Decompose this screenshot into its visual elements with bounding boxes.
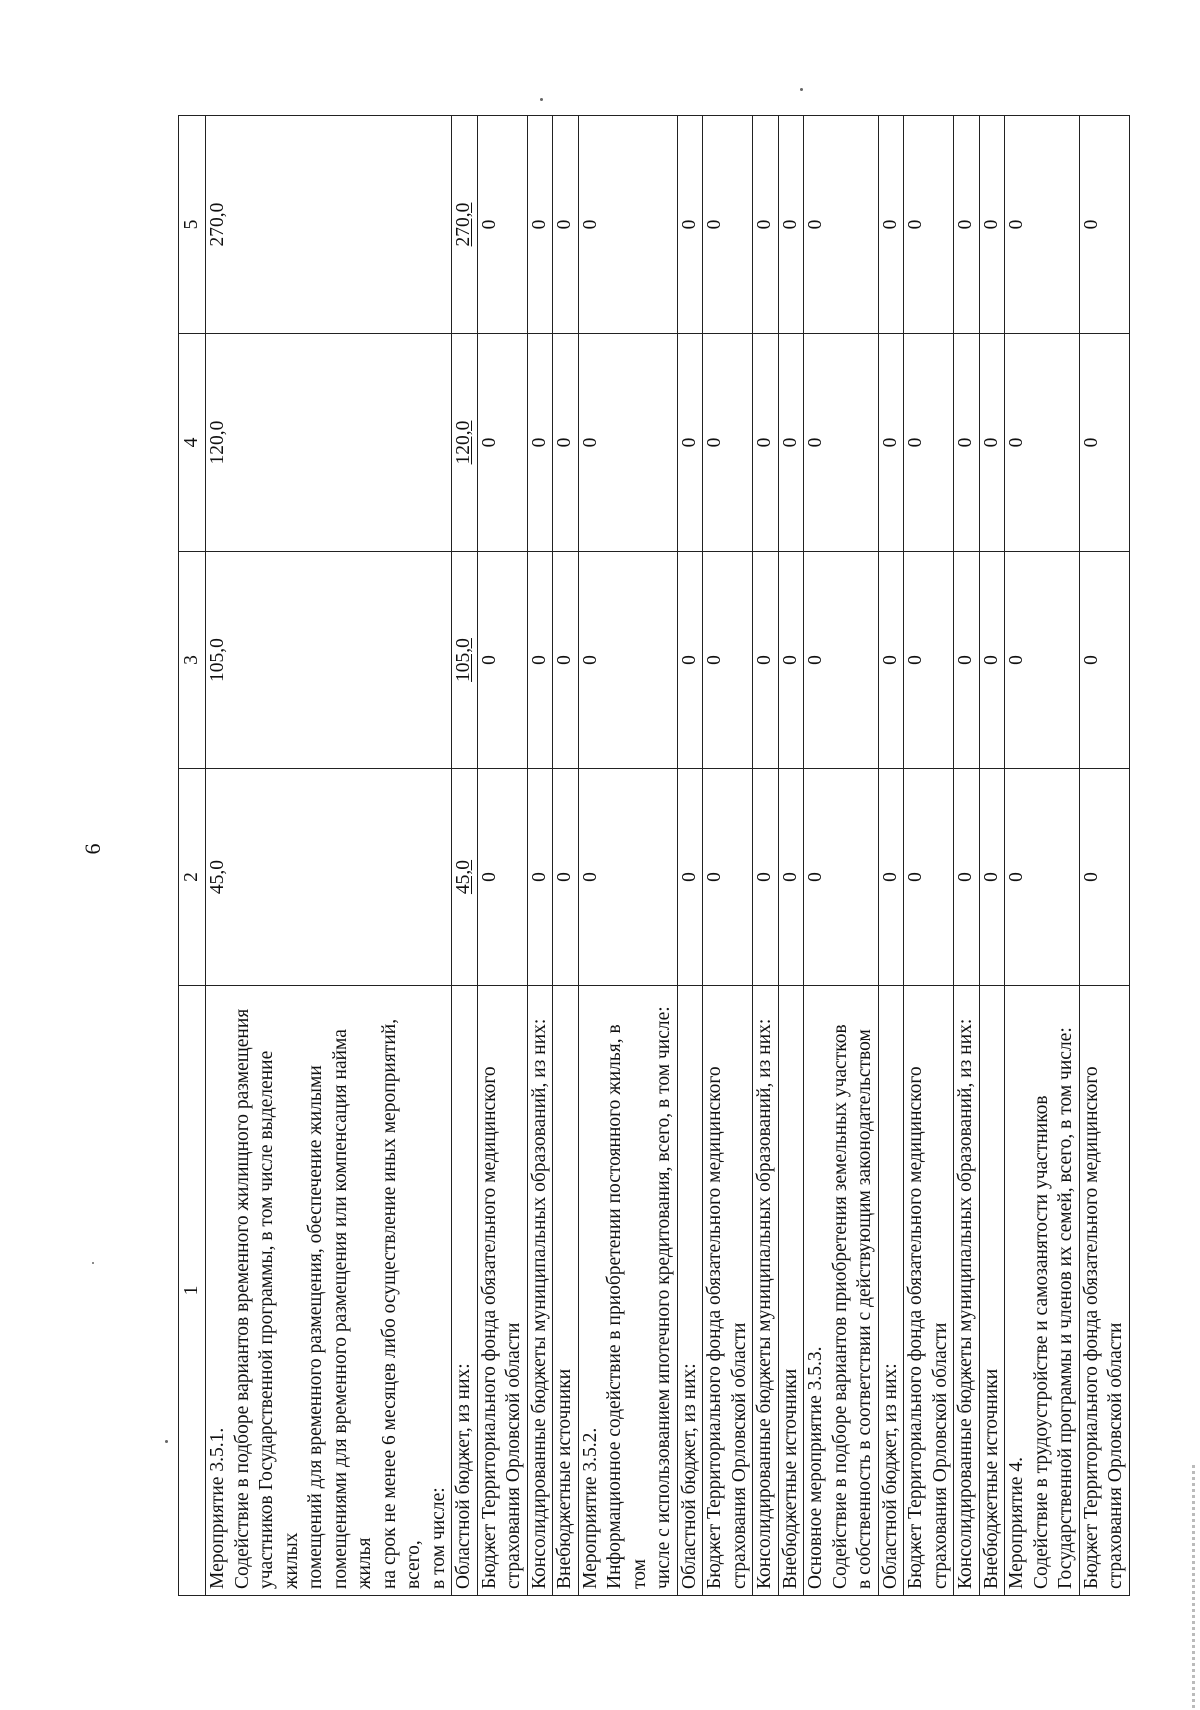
value-cell — [1079, 769, 1129, 986]
value-text: 0 — [879, 219, 901, 230]
row-label-line: Государственной программы и членов их семей, всего, в том числе: — [1055, 1027, 1076, 1589]
value-text: 0 — [678, 437, 700, 448]
value-cell — [578, 116, 677, 334]
value-cell — [578, 334, 677, 552]
table-row — [677, 116, 703, 1596]
value-text: 0 — [905, 219, 926, 230]
row-label-line: помещениями для временного размещения или компенсация найма жилья — [329, 1029, 375, 1589]
row-label — [477, 986, 527, 1596]
row-label-line: Консолидированные бюджеты муниципальных образований, из них: — [955, 1018, 976, 1589]
value-cell — [954, 769, 980, 986]
column-header: 5 — [179, 116, 206, 334]
row-label-line: на срок не менее 6 месяцев либо осуществление иных мероприятий, всего, — [378, 1018, 424, 1589]
value-cell — [804, 334, 879, 552]
value-cell — [904, 769, 954, 986]
scan-edge — [1192, 1465, 1195, 1710]
table-row — [578, 116, 677, 1596]
value-text: 0 — [554, 655, 575, 665]
column-header: 4 — [179, 334, 206, 552]
row-label-line: Мероприятие 3.5.2. — [579, 1427, 601, 1589]
row-label — [578, 986, 677, 1596]
value-text: 0 — [528, 219, 550, 230]
value-text: 0 — [554, 437, 575, 448]
value-text: 120,0 — [207, 420, 228, 465]
value-cell — [904, 334, 954, 552]
row-label-line: помещений для временного размещения, обеспечение жилыми — [305, 1065, 326, 1589]
value-cell — [979, 552, 1005, 769]
value-cell — [753, 552, 779, 769]
row-label-line: Мероприятие 3.5.1. — [207, 1427, 228, 1589]
value-cell — [206, 552, 452, 769]
scan-speck — [165, 1440, 168, 1443]
row-label-line: Информационное содействие в приобретении постоянного жилья, в том — [604, 1024, 650, 1589]
table-row — [477, 116, 527, 1596]
value-cell — [878, 552, 904, 769]
row-label-line: страхования Орловской области — [728, 1322, 750, 1589]
value-text: 0 — [554, 219, 575, 230]
value-cell — [1079, 552, 1129, 769]
value-cell — [904, 116, 954, 334]
value-cell — [206, 769, 452, 986]
funding-table — [178, 115, 1130, 1596]
value-text: 105,0 — [453, 638, 474, 682]
row-label-line: Внебюджетные источники — [554, 1368, 575, 1589]
value-text: 0 — [579, 219, 601, 230]
value-text: 0 — [754, 872, 775, 882]
value-text: 0 — [754, 437, 775, 448]
value-text: 0 — [528, 655, 550, 665]
row-label-line: Консолидированные бюджеты муниципальных образований, из них: — [528, 1018, 550, 1589]
value-text: 0 — [980, 219, 1002, 230]
value-cell — [477, 116, 527, 334]
value-cell — [527, 116, 553, 334]
value-cell — [206, 334, 452, 552]
value-cell — [703, 769, 753, 986]
value-text: 0 — [478, 219, 500, 230]
value-text: 120,0 — [453, 420, 474, 465]
value-text: 0 — [879, 655, 901, 665]
value-text: 0 — [528, 872, 550, 882]
value-text: 0 — [554, 872, 575, 882]
value-text: 0 — [805, 437, 826, 448]
scan-speck — [800, 88, 803, 91]
row-label-line: в собственность в соответствии с действующим законодательством — [854, 1029, 875, 1589]
row-label-line: Бюджет Территориального фонда обязательного медицинского — [905, 1066, 926, 1589]
value-text: 0 — [678, 872, 700, 882]
value-cell — [954, 552, 980, 769]
value-text: 0 — [905, 655, 926, 665]
value-text: 0 — [704, 872, 725, 882]
value-text: 270,0 — [453, 202, 474, 247]
column-header: 3 — [179, 552, 206, 769]
value-text: 0 — [579, 437, 601, 448]
value-text: 0 — [955, 655, 976, 665]
table-row — [954, 116, 980, 1596]
table-body — [206, 116, 1130, 1596]
row-label — [452, 986, 478, 1596]
value-cell — [979, 116, 1005, 334]
value-text: 0 — [980, 655, 1002, 665]
value-cell — [1079, 116, 1129, 334]
value-cell — [778, 116, 804, 334]
row-label — [703, 986, 753, 1596]
value-text: 0 — [955, 437, 976, 448]
value-text: 105,0 — [207, 638, 228, 682]
value-cell — [778, 334, 804, 552]
value-cell — [804, 769, 879, 986]
value-text: 0 — [704, 655, 725, 665]
value-text: 0 — [905, 872, 926, 882]
row-label — [527, 986, 553, 1596]
value-text: 0 — [478, 872, 500, 882]
value-text: 0 — [478, 655, 500, 665]
row-label — [878, 986, 904, 1596]
row-label-line: Содействие в подборе вариантов временного жилищного размещения — [231, 1008, 253, 1589]
value-cell — [553, 552, 579, 769]
table-row — [753, 116, 779, 1596]
value-text: 0 — [579, 655, 601, 665]
value-text: 0 — [754, 219, 775, 230]
value-text: 0 — [879, 872, 901, 882]
value-text: 0 — [980, 437, 1002, 448]
row-label-line: Содействие в трудоустройстве и самозанятости участников — [1030, 1095, 1052, 1589]
value-cell — [878, 769, 904, 986]
row-label-line: Мероприятие 4. — [1006, 1457, 1027, 1589]
column-header: 2 — [179, 769, 206, 986]
table-row — [878, 116, 904, 1596]
value-text: 0 — [905, 437, 926, 448]
value-text: 0 — [704, 437, 725, 448]
value-cell — [553, 769, 579, 986]
row-label-line: Содействие в подборе вариантов приобретения земельных участков — [829, 1024, 851, 1589]
value-cell — [553, 334, 579, 552]
value-text: 0 — [1080, 872, 1102, 882]
value-text: 0 — [1006, 437, 1027, 448]
value-text: 0 — [1080, 219, 1102, 230]
value-cell — [477, 769, 527, 986]
value-text: 0 — [805, 872, 826, 882]
value-cell — [804, 116, 879, 334]
value-text: 0 — [779, 219, 801, 230]
row-label-line: Внебюджетные источники — [779, 1368, 801, 1589]
value-cell — [703, 552, 753, 769]
value-cell — [1005, 334, 1080, 552]
value-cell — [979, 334, 1005, 552]
rotated-document — [178, 116, 1138, 1596]
row-label — [804, 986, 879, 1596]
row-label — [979, 986, 1005, 1596]
value-text: 0 — [779, 872, 801, 882]
value-cell — [753, 116, 779, 334]
value-text: 0 — [779, 437, 801, 448]
value-cell — [979, 769, 1005, 986]
column-header: 1 — [179, 986, 206, 1596]
value-cell — [452, 769, 478, 986]
value-text: 0 — [678, 655, 700, 665]
value-cell — [804, 552, 879, 769]
table-row — [206, 116, 452, 1596]
value-cell — [477, 334, 527, 552]
row-label-line: Внебюджетные источники — [980, 1368, 1002, 1589]
value-text: 45,0 — [453, 859, 474, 895]
value-cell — [1005, 116, 1080, 334]
value-cell — [878, 334, 904, 552]
row-label — [1079, 986, 1129, 1596]
row-label-line: Областной бюджет, из них: — [879, 1363, 901, 1589]
table-row — [904, 116, 954, 1596]
value-text: 0 — [1080, 655, 1102, 665]
value-cell — [954, 334, 980, 552]
row-label-line: Бюджет Территориального фонда обязательного медицинского — [704, 1066, 725, 1589]
value-cell — [778, 769, 804, 986]
row-label — [753, 986, 779, 1596]
row-label-line: Основное мероприятие 3.5.3. — [805, 1346, 826, 1589]
value-text: 0 — [805, 655, 826, 665]
value-text: 0 — [1080, 437, 1102, 448]
value-cell — [206, 116, 452, 334]
value-cell — [677, 116, 703, 334]
value-text: 0 — [1006, 872, 1027, 882]
value-cell — [1079, 334, 1129, 552]
scan-speck — [92, 1262, 94, 1264]
value-text: 0 — [955, 219, 976, 230]
table-row — [1005, 116, 1080, 1596]
value-cell — [1005, 552, 1080, 769]
value-cell — [578, 769, 677, 986]
row-label — [677, 986, 703, 1596]
value-cell — [527, 769, 553, 986]
value-text: 0 — [805, 219, 826, 230]
row-label-line: страхования Орловской области — [503, 1322, 524, 1589]
value-text: 0 — [678, 219, 700, 230]
table-row — [1079, 116, 1129, 1596]
value-cell — [527, 334, 553, 552]
value-cell — [878, 116, 904, 334]
value-cell — [677, 334, 703, 552]
table-row — [452, 116, 478, 1596]
value-text: 0 — [704, 219, 725, 230]
value-cell — [553, 116, 579, 334]
value-cell — [954, 116, 980, 334]
value-cell — [778, 552, 804, 769]
row-label-line: страхования Орловской области — [929, 1322, 951, 1589]
scan-speck — [540, 98, 543, 101]
value-text: 0 — [779, 655, 801, 665]
value-text: 0 — [754, 655, 775, 665]
value-text: 0 — [1006, 219, 1027, 230]
header-row — [179, 116, 206, 1596]
value-cell — [904, 552, 954, 769]
row-label — [1005, 986, 1080, 1596]
table-row — [979, 116, 1005, 1596]
row-label-line: Областной бюджет, из них: — [453, 1363, 474, 1589]
value-cell — [703, 334, 753, 552]
value-text: 45,0 — [207, 859, 228, 895]
value-cell — [753, 769, 779, 986]
page-number: 6 — [80, 843, 105, 855]
value-cell — [677, 769, 703, 986]
table-row — [804, 116, 879, 1596]
value-cell — [452, 334, 478, 552]
row-label — [904, 986, 954, 1596]
table-row — [527, 116, 553, 1596]
value-cell — [452, 552, 478, 769]
row-label-line: числе с использованием ипотечного кредитования, всего, в том числе: — [653, 1006, 674, 1589]
row-label — [954, 986, 980, 1596]
value-text: 0 — [1006, 655, 1027, 665]
value-cell — [753, 334, 779, 552]
value-text: 270,0 — [207, 202, 228, 247]
value-text: 0 — [879, 437, 901, 448]
table-row — [553, 116, 579, 1596]
row-label — [553, 986, 579, 1596]
value-text: 0 — [955, 872, 976, 882]
value-text: 0 — [980, 872, 1002, 882]
value-cell — [1005, 769, 1080, 986]
table-row — [778, 116, 804, 1596]
value-cell — [703, 116, 753, 334]
row-label-line: Бюджет Территориального фонда обязательного медицинского — [478, 1066, 500, 1589]
row-label-line: страхования Орловской области — [1105, 1322, 1126, 1589]
row-label-line: Бюджет Территориального фонда обязательного медицинского — [1080, 1066, 1102, 1589]
row-label — [778, 986, 804, 1596]
row-label-line: в том числе: — [427, 1487, 449, 1589]
value-cell — [477, 552, 527, 769]
value-text: 0 — [528, 437, 550, 448]
value-cell — [677, 552, 703, 769]
row-label-line: участников Государственной программы, в том числе выделение жилых — [256, 1050, 302, 1589]
row-label-line: Консолидированные бюджеты муниципальных образований, из них: — [754, 1018, 775, 1589]
value-cell — [452, 116, 478, 334]
value-text: 0 — [478, 437, 500, 448]
row-label — [206, 986, 452, 1596]
table-row — [703, 116, 753, 1596]
value-text: 0 — [579, 872, 601, 882]
value-cell — [578, 552, 677, 769]
row-label-line: Областной бюджет, из них: — [678, 1363, 700, 1589]
value-cell — [527, 552, 553, 769]
